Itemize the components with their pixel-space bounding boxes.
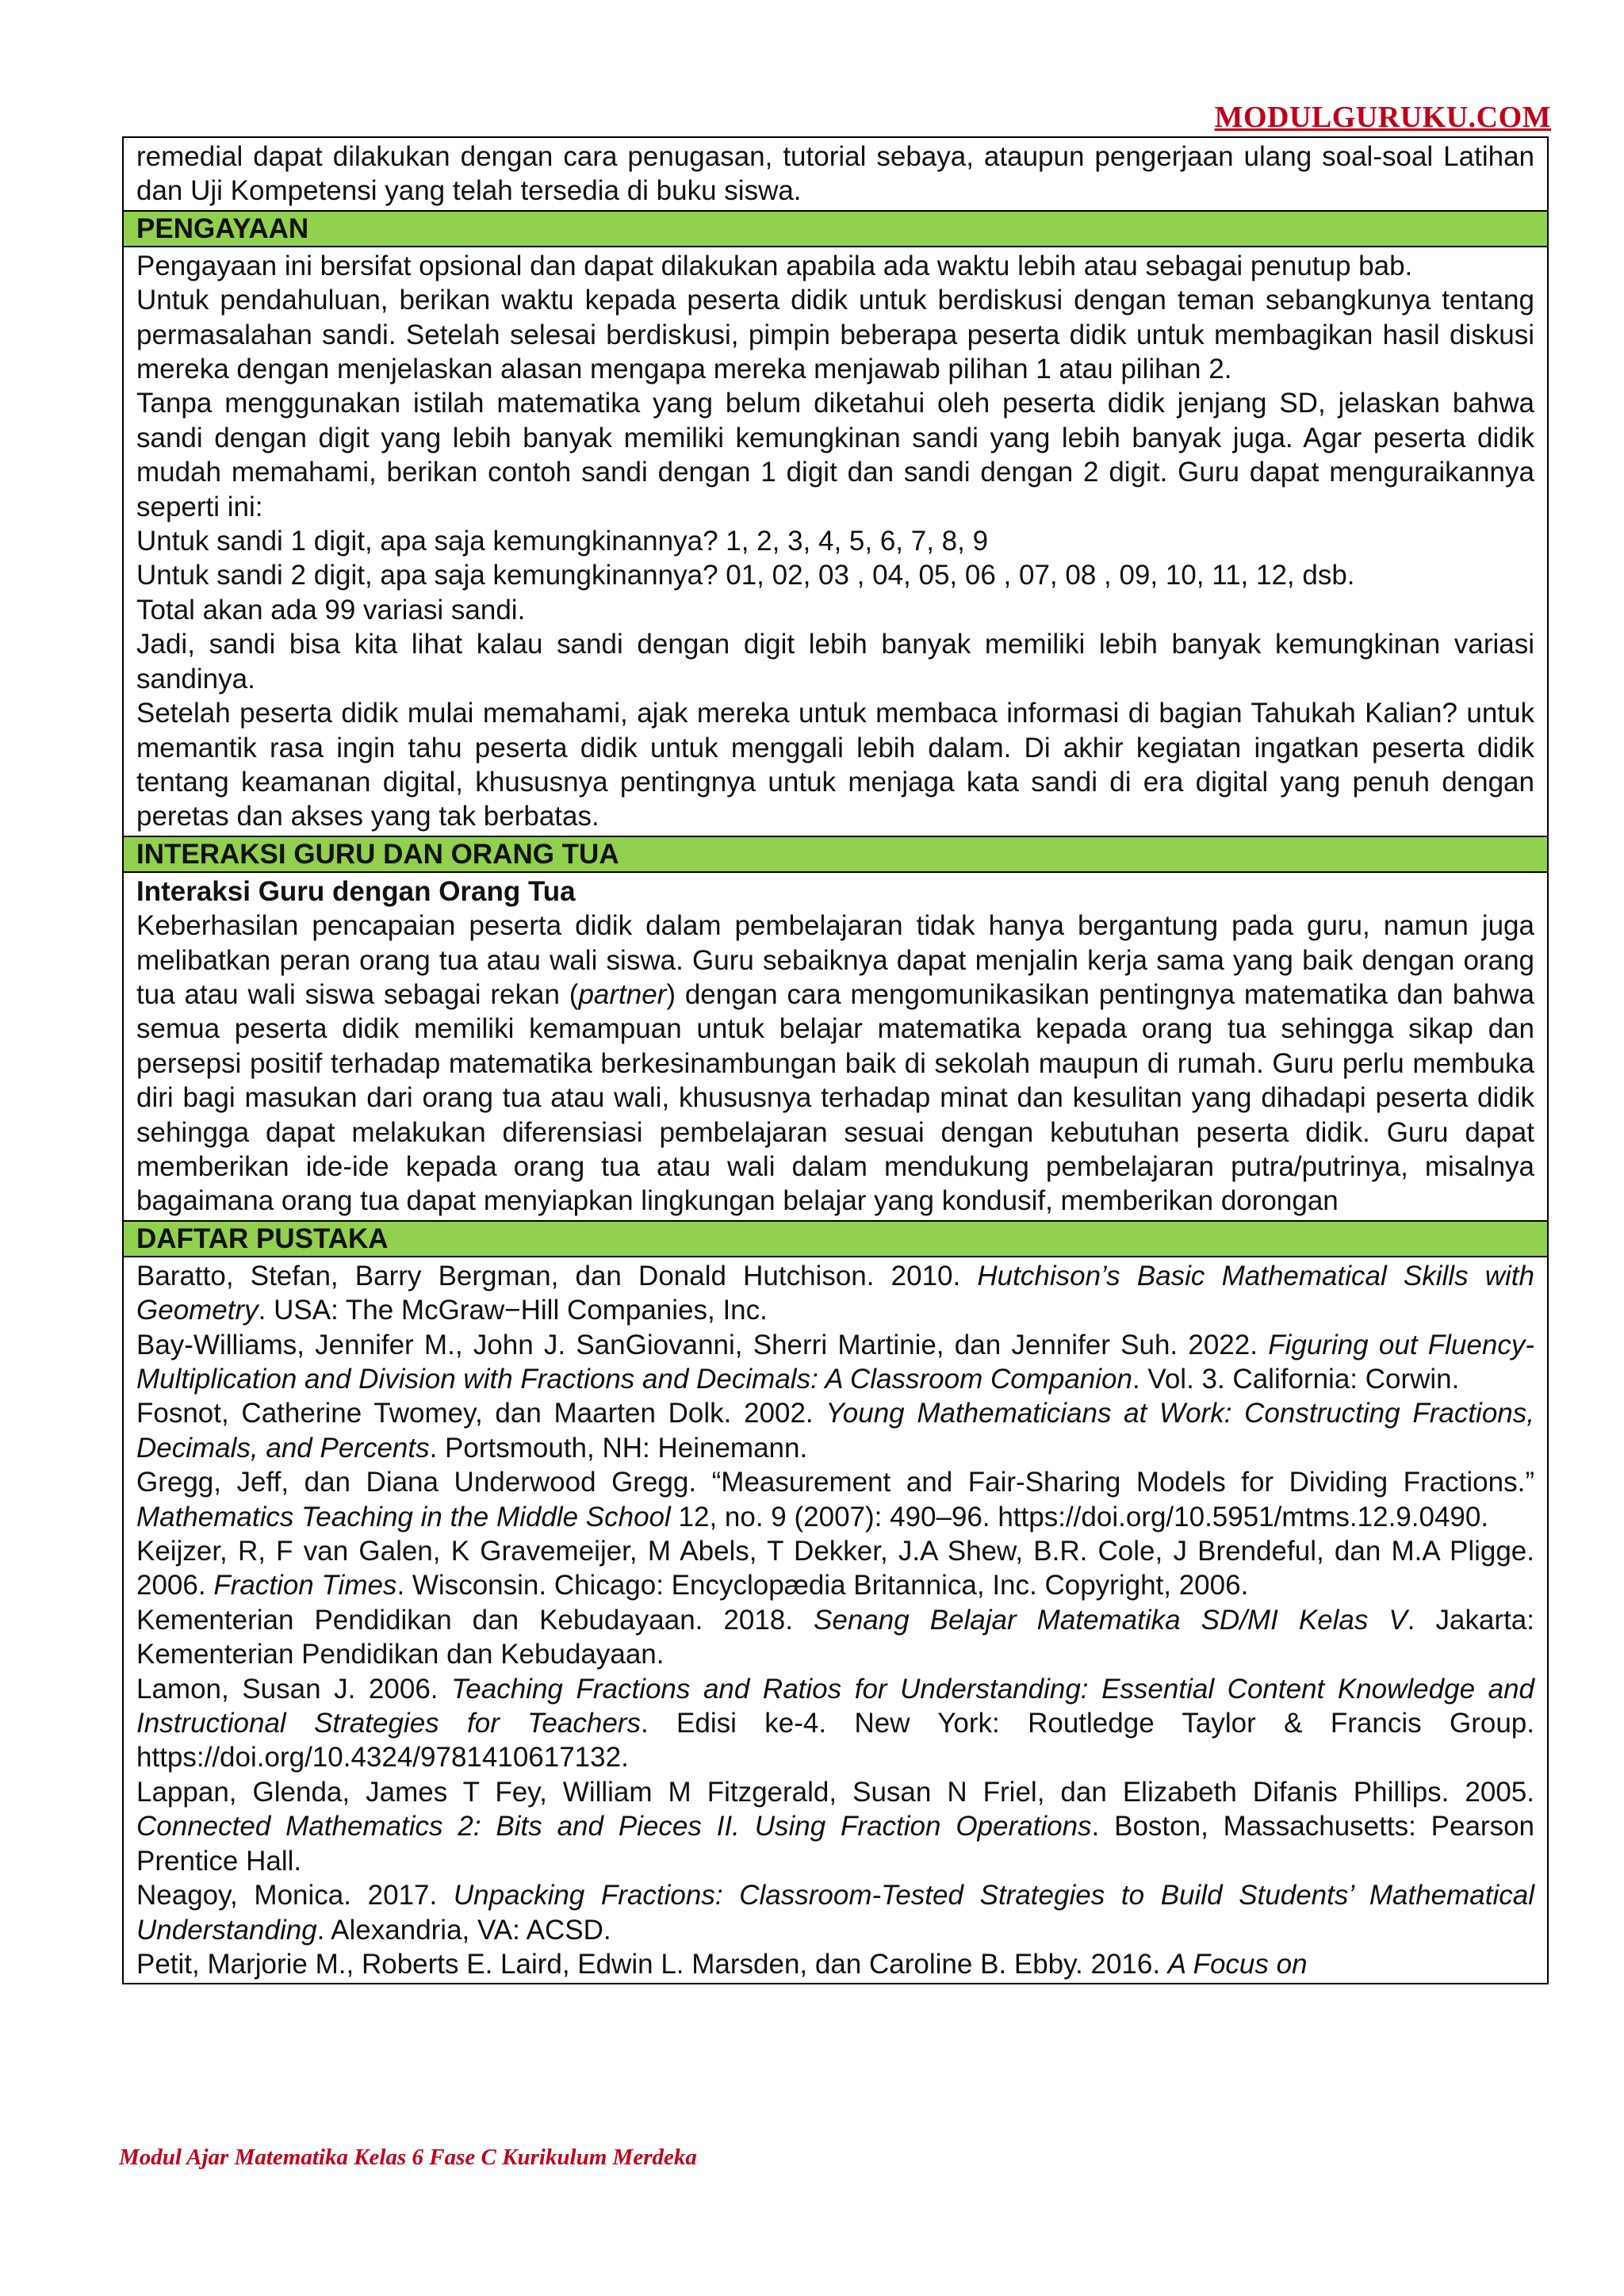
section-header-pustaka: DAFTAR PUSTAKA (124, 1220, 1547, 1256)
reference-item (136, 1534, 1534, 1603)
paragraph: Untuk sandi 1 digit, apa saja kemungkinannya? 1, 2, 3, 4, 5, 6, 7, 8, 9 (136, 526, 989, 557)
ref-authors: Neagoy, Monica. 2017. (136, 1880, 454, 1911)
reference-item (136, 1775, 1534, 1878)
ref-title: Senang Belajar Matematika SD/MI Kelas V (814, 1604, 1408, 1636)
section-header-interaksi: INTERAKSI GURU DAN ORANG TUA (124, 836, 1547, 871)
ref-title: Hutchison’s Basic Mathematical Skills with Geometry (136, 1260, 1534, 1326)
paragraph: Untuk pendahuluan, berikan waktu kepada peserta didik untuk berdiskusi dengan teman sebangkunya tentang permasalahan sandi. Setelah selesai berdiskusi, pimpin beberapa peserta didik untuk membagikan hasil diskusi mereka dengan menjelaskan alasan mengapa mereka menjawab pilihan 1 atau pilihan 2. (136, 285, 1534, 385)
ref-authors: Lamon, Susan J. 2006. (136, 1673, 452, 1705)
ref-title: Figuring out Fluency- Multiplication and Division with Fractions and Decimals: A Classroom Companion (136, 1329, 1534, 1395)
text-run: ) dengan cara mengomunikasikan pentingnya matematika dan bahwa semua peserta didik memiliki kemampuan untuk belajar matematika kepada orang tua sehingga sikap dan persepsi positif terhadap matematika berkesinambungan baik di sekolah maupun di rumah. Guru perlu membuka diri bagi masukan dari orang tua atau wali, khususnya terhadap minat dan kesulitan yang dihadapi peserta didik sehingga dapat melakukan diferensiasi pembelajaran sesuai dengan kebutuhan peserta didik. Guru dapat memberikan ide-ide kepada orang tua atau wali dalam mendukung pembelajaran putra/putrinya, misalnya bagaimana orang tua dapat menyiapkan lingkungan belajar yang kondusif, memberikan dorongan (136, 978, 1534, 1217)
reference-item (136, 1328, 1534, 1397)
interaksi-cell (124, 871, 1547, 1220)
reference-item (136, 1878, 1534, 1947)
ref-authors: Baratto, Stefan, Barry Bergman, dan Donald Hutchison. 2010. (136, 1260, 978, 1292)
ref-publisher: 12, no. 9 (2007): 490–96. https://doi.org/10.5951/mtms.12.9.0490. (670, 1501, 1489, 1533)
reference-item (136, 1465, 1534, 1534)
reference-item (136, 1396, 1534, 1465)
paragraph: Total akan ada 99 variasi sandi. (136, 594, 526, 626)
ref-title: A Focus on (1167, 1948, 1308, 1980)
ref-title: Fraction Times (213, 1570, 397, 1601)
remedial-cell (124, 138, 1547, 210)
paragraph: Jadi, sandi bisa kita lihat kalau sandi dengan digit lebih banyak memiliki lebih banyak kemungkinan variasi sandinya. (136, 629, 1534, 695)
ref-publisher: . Vol. 3. California: Corwin. (1132, 1364, 1460, 1395)
ref-publisher: . Boston, Massachusetts: Pearson Prentice Hall. (136, 1811, 1534, 1877)
ref-authors: Gregg, Jeff, dan Diana Underwood Gregg. “Measurement and Fair-Sharing Models for Dividing Fractions.” (136, 1467, 1534, 1498)
ref-authors: Fosnot, Catherine Twomey, dan Maarten Dolk. 2002. (136, 1398, 826, 1429)
paragraph (136, 909, 1534, 1219)
ref-publisher: . Jakarta: Kementerian Pendidikan dan Kebudayaan. (136, 1604, 1534, 1670)
paragraph: Setelah peserta didik mulai memahami, ajak mereka untuk membaca informasi di bagian Tahukah Kalian? untuk memantik rasa ingin tahu peserta didik untuk menggali lebih dalam. Di akhir kegiatan ingatkan peserta didik tentang keamanan digital, khususnya pentingnya untuk menjaga kata sandi di era digital yang penuh dengan peretas dan akses yang tak berbatas. (136, 698, 1534, 832)
italic-term: partner (578, 978, 667, 1010)
paragraph: Tanpa menggunakan istilah matematika yang belum diketahui oleh peserta didik jenjang SD, jelaskan bahwa sandi dengan digit yang lebih banyak memiliki kemungkinan sandi yang lebih banyak juga. Agar peserta didik mudah memahami, berikan contoh sandi dengan 1 digit dan sandi dengan 2 digit. Guru dapat menguraikannya seperti ini: (136, 388, 1534, 522)
reference-item (136, 1259, 1534, 1328)
ref-publisher: . Wisconsin. Chicago: Encyclopædia Britannica, Inc. Copyright, 2006. (396, 1570, 1249, 1601)
ref-publisher: . Portsmouth, NH: Heinemann. (429, 1432, 808, 1464)
ref-publisher: . Edisi ke-4. New York: Routledge Taylor & Francis Group. https://doi.org/10.4324/9781410617132. (136, 1708, 1534, 1774)
ref-authors: Kementerian Pendidikan dan Kebudayaan. 2018. (136, 1604, 814, 1636)
ref-title: Mathematics Teaching in the Middle School (136, 1501, 671, 1533)
ref-publisher: . USA: The McGraw−Hill Companies, Inc. (258, 1295, 768, 1326)
reference-item (136, 1672, 1534, 1775)
ref-title: Teaching Fractions and Ratios for Understanding: Essential Content Knowledge and Instructional Strategies for Teachers (136, 1673, 1535, 1739)
content-table (122, 136, 1549, 1984)
remedial-text: remedial dapat dilakukan dengan cara penugasan, tutorial sebaya, ataupun pengerjaan ulang soal-soal Latihan dan Uji Kompetensi yang telah tersedia di buku siswa. (136, 141, 1534, 207)
ref-title: Unpacking Fractions: Classroom-Tested Strategies to Build Students’ Mathematical Understanding (136, 1880, 1534, 1946)
ref-authors: Keijzer, R, F van Galen, K Gravemeijer, M Abels, T Dekker, J.A Shew, B.R. Cole, J Brendeful, dan M.A Pligge. 2006. (136, 1536, 1534, 1601)
site-link[interactable]: MODULGURUKU.COM (1214, 101, 1551, 134)
ref-publisher: . Alexandria, VA: ACSD. (316, 1914, 611, 1946)
text-run: Keberhasilan pencapaian peserta didik dalam pembelajaran tidak hanya bergantung pada guru, namun juga melibatkan peran orang tua atau wali siswa. Guru sebaiknya dapat menjalin kerja sama yang baik dengan orang tua atau wali siswa sebagai rekan ( (136, 910, 1534, 1010)
paragraph: Pengayaan ini bersifat opsional dan dapat dilakukan apabila ada waktu lebih atau sebagai penutup bab. (136, 250, 1413, 281)
ref-authors: Lappan, Glenda, James T Fey, William M Fitzgerald, Susan N Friel, dan Elizabeth Difanis Phillips. 2005. (136, 1776, 1534, 1808)
ref-authors: Bay-Williams, Jennifer M., John J. SanGiovanni, Sherri Martinie, dan Jennifer Suh. 2022. (136, 1329, 1269, 1360)
paragraph: Untuk sandi 2 digit, apa saja kemungkinannya? 01, 02, 03 , 04, 05, 06 , 07, 08 , 09, 10, 11, 12, dsb. (136, 560, 1355, 591)
ref-title: Connected Mathematics 2: Bits and Pieces II. Using Fraction Operations (136, 1811, 1092, 1843)
ref-title: Young Mathematicians at Work: Constructing Fractions, Decimals, and Percents (136, 1398, 1534, 1464)
pustaka-cell (124, 1256, 1547, 1984)
ref-authors: Petit, Marjorie M., Roberts E. Laird, Edwin L. Marsden, dan Caroline B. Ebby. 2016. (136, 1948, 1168, 1980)
reference-item (136, 1947, 1534, 1981)
subsection-title: Interaksi Guru dengan Orang Tua (136, 875, 576, 907)
pengayaan-cell (124, 246, 1547, 836)
page-footer: Modul Ajar Matematika Kelas 6 Fase C Kurikulum Merdeka (119, 2145, 697, 2170)
reference-item (136, 1603, 1534, 1672)
section-header-pengayaan: PENGAYAAN (124, 210, 1547, 246)
